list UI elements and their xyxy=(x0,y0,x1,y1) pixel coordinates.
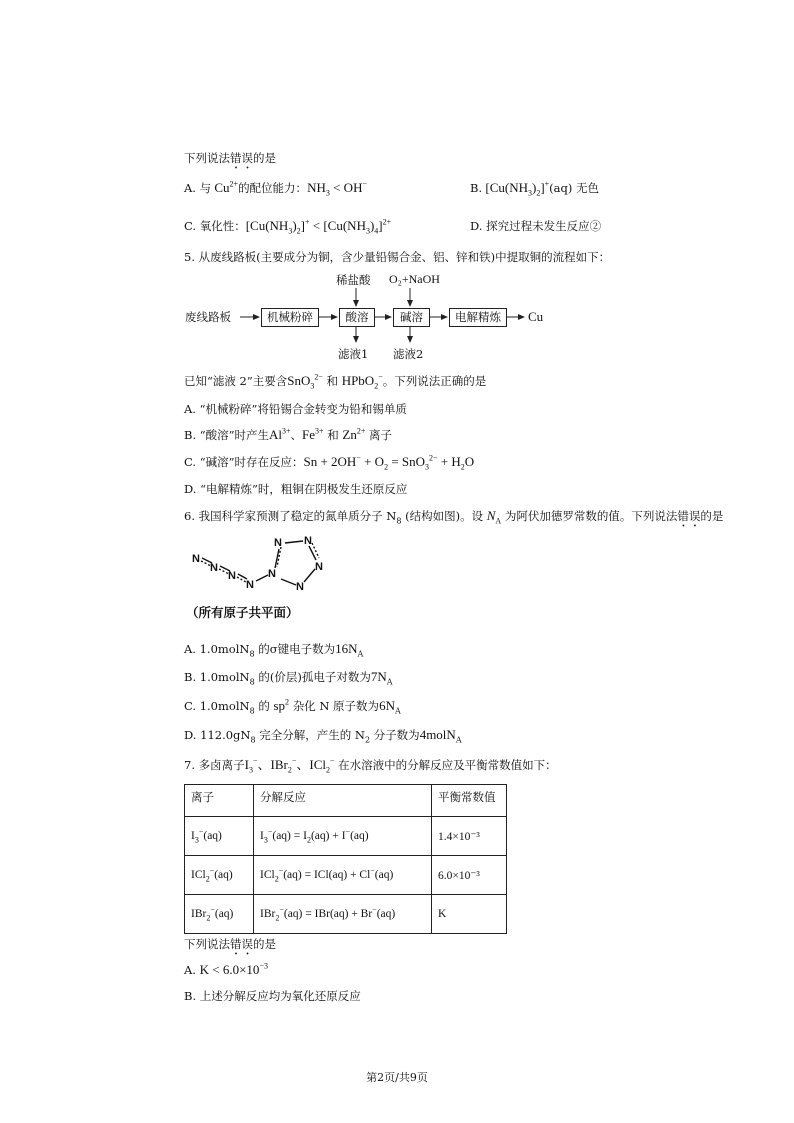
atom-n9: N xyxy=(296,581,304,593)
table-header-row xyxy=(185,785,507,817)
flow-step-acid: 酸溶 xyxy=(339,308,375,327)
n8-structure xyxy=(188,532,348,602)
q4-option-d: D. 探究过程未发生反应② xyxy=(470,219,602,233)
q4-option-c: C. 氧化性：$[Cu(NH_3)_2]^+ < [Cu(NH_3)_4]^{2+}$ xyxy=(184,217,392,236)
q4-option-a: A. 与 $Cu^{2+}$的配位能力：$NH_3 < OH^-$ xyxy=(184,179,367,198)
q7-option-a: A. $K < 6.0\times 10^{-3}$ xyxy=(184,961,268,977)
q4-stem: 下列说法错误的是 xyxy=(184,151,276,165)
q5-option-c: C. “碱溶”时存在反应：$Sn + 2OH^- + O_2 = SnO_3^{2-} + H_2O$ xyxy=(184,453,475,472)
flow-step-base: 碱溶 xyxy=(393,308,430,327)
header-k: 平衡常数值 xyxy=(432,785,507,817)
flow-filtrate-1: 滤液1 xyxy=(338,347,369,361)
header-reaction: 分解反应 xyxy=(254,785,432,817)
page-number: 第2页/共9页 xyxy=(366,1071,428,1084)
k-cell: K xyxy=(432,895,507,934)
flow-product: Cu xyxy=(528,309,544,324)
ion-cell: IBr$_2$−(aq) xyxy=(185,895,254,934)
flow-reagent-acid: 稀盐酸 xyxy=(336,273,371,287)
q5-stem: 5. 从废线路板(主要成分为铜，含少量铅锡合金、铝、锌和铁)中提取铜的流程如下： xyxy=(184,250,611,264)
q7-stem: 7. 多卤离子$I_3^-$、IBr$_2$−、ICl$_2$− 在水溶液中的分解反应及平衡常数值如下： xyxy=(184,756,557,775)
table-row xyxy=(185,895,507,934)
atom-n8: N xyxy=(315,561,323,573)
q6-stem: 6. 我国科学家预测了稳定的氮单质分子 $N_8$ (结构如图)。设 $N_A$ 为阿伏加德罗常数的值。下列说法错误的是 xyxy=(184,508,724,526)
ion-cell: $I_3^-(aq)$ xyxy=(185,817,254,856)
q6-option-d: D. $112.0gN_8$ 完全分解，产生的 $N_2$ 分子数为4molN$_A$ xyxy=(184,727,462,745)
k-cell: 6.0×10⁻³ xyxy=(432,856,507,895)
q7-option-b: B. 上述分解反应均为氧化还原反应 xyxy=(184,989,361,1003)
atom-n4: N xyxy=(246,579,254,591)
n8-caption: （所有原子共平面） xyxy=(186,605,299,620)
q5-option-b: B. “酸溶”时产生$Al^{3+}$、$Fe^{3+}$ 和 $Zn^{2+}$ 离子 xyxy=(184,426,392,442)
flow-filtrate-2: 滤液2 xyxy=(393,347,424,361)
flow-reagent-base: O₂+NaOH xyxy=(389,272,440,286)
q5-option-d: D. “电解精炼”时，粗铜在阴极发生还原反应 xyxy=(184,482,408,496)
flow-start: 废线路板 xyxy=(185,310,231,324)
reaction-cell: ICl$_2$−(aq) = ICl(aq) + Cl−(aq) xyxy=(254,856,432,895)
q4-option-b: B. $[Cu(NH_3)_2]^+(aq)$ 无色 xyxy=(470,179,600,198)
atom-n1: N xyxy=(192,553,200,565)
q6-option-b: B. 1.0molN$_8$ 的(价层)孤电子对数为$7N_A$ xyxy=(184,669,393,687)
table-row xyxy=(185,856,507,895)
header-ion: 离子 xyxy=(185,785,254,817)
k-cell: 1.4×10⁻³ xyxy=(432,817,507,856)
atom-n7: N xyxy=(304,535,312,547)
q5-option-a: A. “机械粉碎”将铅锡合金转变为铅和锡单质 xyxy=(184,402,407,416)
q7-after: 下列说法错误的是 xyxy=(184,937,276,951)
q6-option-c: C. 1.0molN$_8$ 的 $sp^2$ 杂化 N 原子数为$6N_A$ xyxy=(184,697,401,716)
q6-option-a: A. 1.0molN$_8$ 的σ键电子数为$16N_A$ xyxy=(184,641,364,659)
flow-step-electro: 电解精炼 xyxy=(449,308,507,327)
reaction-cell: $I_3^-(aq) = I_2(aq) + I^-(aq)$ xyxy=(254,817,432,856)
table-row xyxy=(185,817,507,856)
atom-n5: N xyxy=(268,568,276,580)
reaction-cell: IBr$_2$−(aq) = IBr(aq) + Br−(aq) xyxy=(254,895,432,934)
ion-cell: ICl$_2$−(aq) xyxy=(185,856,254,895)
atom-n2: N xyxy=(210,562,218,574)
atom-n3: N xyxy=(228,570,236,582)
q5-known: 已知“滤液 2”主要含SnO$_3^{2-}$ 和 HPbO$_2$−。下列说法正确的是 xyxy=(184,372,487,391)
atom-n6: N xyxy=(274,537,282,549)
decomposition-table xyxy=(184,784,507,934)
flow-step-crush: 机械粉碎 xyxy=(261,308,319,327)
